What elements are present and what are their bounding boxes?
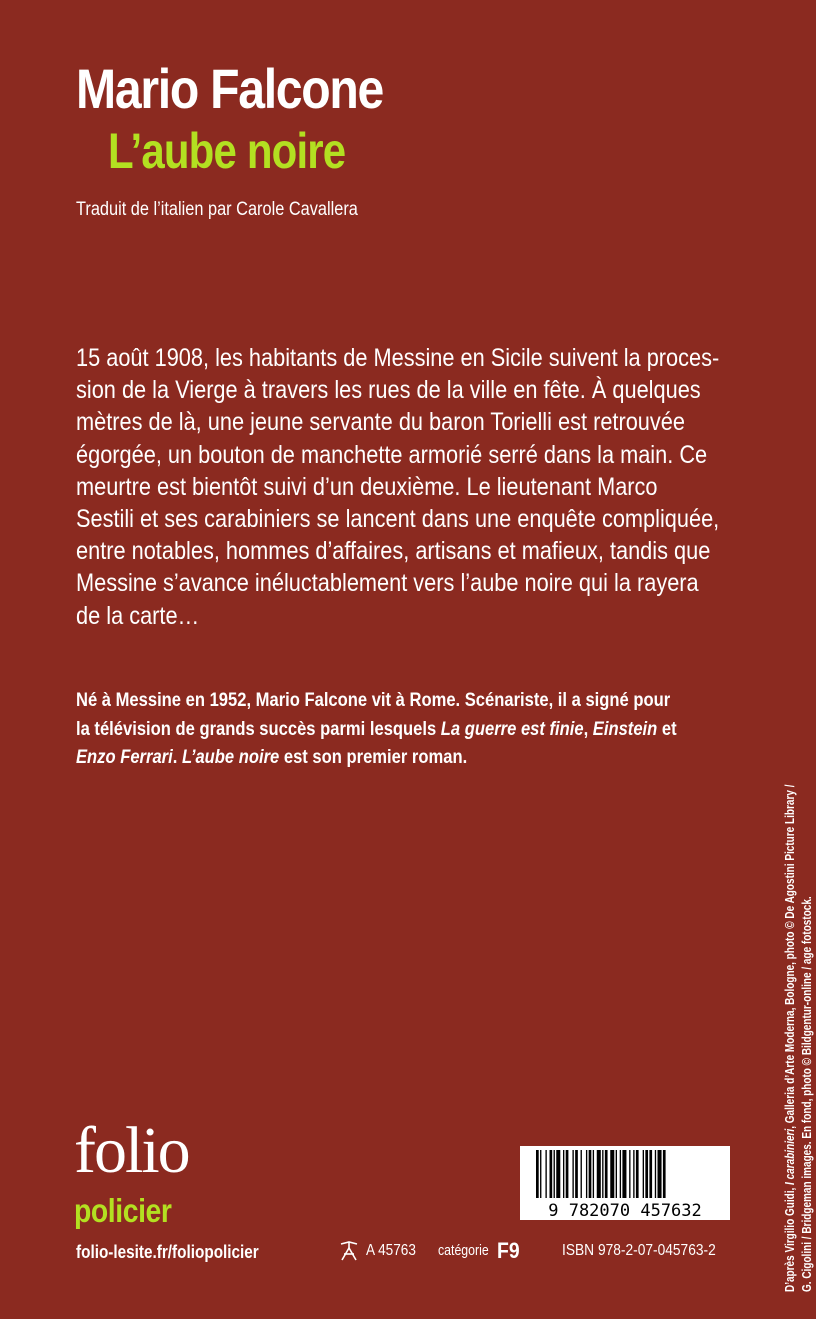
barcode-bar xyxy=(545,1150,546,1198)
blurb-line: de la carte… xyxy=(76,601,200,630)
barcode-bar xyxy=(563,1150,564,1198)
reference-number: A 45763 xyxy=(366,1242,416,1259)
barcode-bar xyxy=(658,1150,662,1198)
barcode-bar xyxy=(643,1150,644,1198)
barcode-bar xyxy=(636,1150,639,1198)
barcode-bar xyxy=(629,1150,630,1198)
gallimard-monogram-icon xyxy=(338,1240,360,1262)
blurb-line: égorgée, un bouton de manchette armorié serré dans la main. Ce xyxy=(76,440,708,469)
barcode-bar xyxy=(593,1150,594,1198)
barcode-bar xyxy=(540,1150,541,1198)
barcode-bar xyxy=(620,1150,621,1198)
barcode-bar xyxy=(536,1150,539,1198)
bio-line: Enzo Ferrari. L’aube noire est son premier roman. xyxy=(76,746,468,768)
blurb-line: sion de la Vierge à travers les rues de la ville en fête. À quelques xyxy=(76,376,701,405)
barcode-bar xyxy=(586,1150,587,1198)
folio-logo: folio xyxy=(74,1114,189,1187)
collection-logo: policier xyxy=(74,1192,172,1229)
category-code: F9 xyxy=(497,1238,520,1263)
blurb-line: entre notables, hommes d’affaires, artisans et mafieux, tandis que xyxy=(76,537,711,566)
translator-credit: Traduit de l’italien par Carole Cavallera xyxy=(76,199,358,220)
barcode-bar xyxy=(645,1150,648,1198)
blurb-line: Sestili et ses carabiniers se lancent dans une enquête compliquée, xyxy=(76,505,720,534)
barcode-bar xyxy=(602,1150,603,1198)
barcode-bar xyxy=(649,1150,652,1198)
barcode-bar xyxy=(581,1150,582,1198)
bio-line: la télévision de grands succès parmi lesquels La guerre est finie, Einstein et xyxy=(76,717,677,740)
author-name: Mario Falcone xyxy=(76,57,384,120)
barcode-bar xyxy=(655,1150,656,1198)
website-link: folio-lesite.fr/foliopolicier xyxy=(76,1242,259,1262)
barcode xyxy=(520,1146,730,1220)
barcode-bar xyxy=(589,1150,592,1198)
barcode-bar xyxy=(663,1150,666,1198)
image-credits xyxy=(782,785,816,1292)
barcode-bar xyxy=(616,1150,617,1198)
barcode-bar xyxy=(610,1150,614,1198)
barcode-bar xyxy=(572,1150,573,1198)
blurb-line: Messine s’avance inéluctablement vers l’aube noire qui la rayera xyxy=(76,569,699,598)
credit-line: D’après Virgilio Guidi, I carabinieri, Galleria d’Arte Moderna, Bologne, photo © De Agostini Picture Library / xyxy=(783,784,797,1292)
blurb-line: meurtre est bientôt suivi d’un deuxième. Le lieutenant Marco xyxy=(76,472,658,501)
barcode-bar xyxy=(556,1150,560,1198)
barcode-digits: 9 782070 457632 xyxy=(548,1201,702,1221)
barcode-bar xyxy=(566,1150,569,1198)
barcode-bar xyxy=(550,1150,553,1198)
work-title: La guerre est finie xyxy=(440,717,584,740)
bio-line: Né à Messine en 1952, Mario Falcone vit à Rome. Scénariste, il a signé pour xyxy=(76,689,671,711)
barcode-bar xyxy=(605,1150,608,1198)
credit-line: G. Cigolini / Bridgeman images. En fond, photo © Bildgentur-online / age fotostock. xyxy=(800,896,814,1292)
blurb-line: mètres de là, une jeune servante du baron Torielli est retrouvée xyxy=(76,408,685,437)
barcode-bar xyxy=(633,1150,634,1198)
barcode-bar xyxy=(575,1150,578,1198)
barcode-bars xyxy=(520,1146,730,1220)
barcode-bar xyxy=(597,1150,601,1198)
work-title: L’aube noire xyxy=(181,746,280,768)
blurb-line: 15 août 1908, les habitants de Messine en Sicile suivent la proces- xyxy=(76,344,720,372)
book-title: L’aube noire xyxy=(108,123,346,179)
blurb xyxy=(76,342,720,632)
barcode-bar xyxy=(554,1150,555,1198)
isbn: ISBN 978-2-07-045763-2 xyxy=(562,1242,716,1259)
work-title: Einstein xyxy=(592,717,658,740)
barcode-bar xyxy=(622,1150,626,1198)
author-bio xyxy=(76,686,722,772)
work-title: Enzo Ferrari xyxy=(76,746,173,768)
category-label: catégorie xyxy=(438,1243,489,1259)
